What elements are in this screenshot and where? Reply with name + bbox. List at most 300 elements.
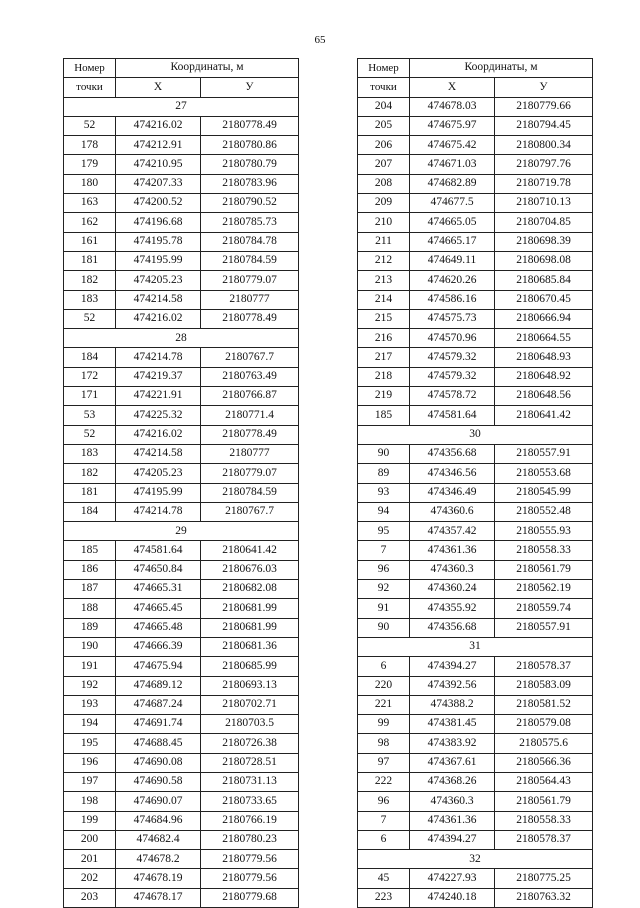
- x-coordinate-cell: 474665.05: [410, 213, 495, 232]
- table-row: [64, 367, 299, 386]
- table-row: [64, 599, 299, 618]
- y-coordinate-cell: 2180702.71: [201, 695, 299, 714]
- page-number: 65: [314, 34, 326, 46]
- x-coordinate-cell: 474392.56: [410, 676, 495, 695]
- x-coordinate-cell: 474196.68: [116, 213, 201, 232]
- point-number-cell: 194: [64, 715, 116, 734]
- x-coordinate-cell: 474684.96: [116, 811, 201, 830]
- y-coordinate-cell: 2180731.13: [201, 772, 299, 791]
- y-coordinate-cell: 2180552.48: [495, 502, 593, 521]
- y-coordinate-cell: 2180564.43: [495, 772, 593, 791]
- table-row: [358, 676, 593, 695]
- y-coordinate-cell: 2180777: [201, 290, 299, 309]
- table-row: [358, 136, 593, 155]
- point-number-cell: 179: [64, 155, 116, 174]
- table-row: [64, 580, 299, 599]
- point-number-cell: 6: [358, 657, 410, 676]
- group-number: 29: [64, 522, 299, 541]
- y-coordinate-cell: 2180719.78: [495, 174, 593, 193]
- y-coordinate-cell: 2180780.86: [201, 136, 299, 155]
- x-coordinate-cell: 474205.23: [116, 464, 201, 483]
- y-coordinate-cell: 2180766.87: [201, 387, 299, 406]
- x-coordinate-cell: 474678.2: [116, 850, 201, 869]
- header-coords-title: Координаты, м: [410, 59, 593, 78]
- x-coordinate-cell: 474688.45: [116, 734, 201, 753]
- x-coordinate-cell: 474361.36: [410, 541, 495, 560]
- y-coordinate-cell: 2180558.33: [495, 541, 593, 560]
- x-coordinate-cell: 474620.26: [410, 271, 495, 290]
- table-row: [358, 464, 593, 483]
- x-coordinate-cell: 474195.99: [116, 251, 201, 270]
- point-number-cell: 187: [64, 580, 116, 599]
- y-coordinate-cell: 2180581.52: [495, 695, 593, 714]
- table-row: [64, 483, 299, 502]
- point-number-cell: 197: [64, 772, 116, 791]
- y-coordinate-cell: 2180779.07: [201, 464, 299, 483]
- point-number-cell: 206: [358, 136, 410, 155]
- point-number-cell: 210: [358, 213, 410, 232]
- group-header-row: [358, 850, 593, 869]
- x-coordinate-cell: 474665.45: [116, 599, 201, 618]
- y-coordinate-cell: 2180557.91: [495, 444, 593, 463]
- table-row: [64, 174, 299, 193]
- x-coordinate-cell: 474687.24: [116, 695, 201, 714]
- y-coordinate-cell: 2180562.19: [495, 580, 593, 599]
- y-coordinate-cell: 2180681.99: [201, 599, 299, 618]
- y-coordinate-cell: 2180681.99: [201, 618, 299, 637]
- x-coordinate-cell: 474665.48: [116, 618, 201, 637]
- x-coordinate-cell: 474575.73: [410, 309, 495, 328]
- table-row: [64, 155, 299, 174]
- point-number-cell: 208: [358, 174, 410, 193]
- x-coordinate-cell: 474690.07: [116, 792, 201, 811]
- x-coordinate-cell: 474666.39: [116, 637, 201, 656]
- point-number-cell: 202: [64, 869, 116, 888]
- table-row: [64, 541, 299, 560]
- y-coordinate-cell: 2180579.08: [495, 715, 593, 734]
- point-number-cell: 182: [64, 271, 116, 290]
- point-number-cell: 163: [64, 194, 116, 213]
- coordinates-table-right: [357, 58, 593, 908]
- x-coordinate-cell: 474195.78: [116, 232, 201, 251]
- table-row: [358, 213, 593, 232]
- table-row: [64, 657, 299, 676]
- y-coordinate-cell: 2180780.23: [201, 830, 299, 849]
- point-number-cell: 207: [358, 155, 410, 174]
- table-row: [358, 387, 593, 406]
- point-number-cell: 52: [64, 116, 116, 135]
- y-coordinate-cell: 2180681.36: [201, 637, 299, 656]
- x-coordinate-cell: 474216.02: [116, 309, 201, 328]
- y-coordinate-cell: 2180778.49: [201, 116, 299, 135]
- point-number-cell: 178: [64, 136, 116, 155]
- x-coordinate-cell: 474214.58: [116, 290, 201, 309]
- table-row: [64, 425, 299, 444]
- x-coordinate-cell: 474356.68: [410, 444, 495, 463]
- table-row: [64, 290, 299, 309]
- point-number-cell: 162: [64, 213, 116, 232]
- table-row: [64, 869, 299, 888]
- header-coords-title: Координаты, м: [116, 59, 299, 78]
- x-coordinate-cell: 474579.32: [410, 348, 495, 367]
- table-row: [358, 830, 593, 849]
- x-coordinate-cell: 474675.94: [116, 657, 201, 676]
- point-number-cell: 96: [358, 560, 410, 579]
- group-header-row: [358, 425, 593, 444]
- point-number-cell: 161: [64, 232, 116, 251]
- x-coordinate-cell: 474200.52: [116, 194, 201, 213]
- point-number-cell: 99: [358, 715, 410, 734]
- table-row: [358, 251, 593, 270]
- x-coordinate-cell: 474388.2: [410, 695, 495, 714]
- point-number-cell: 7: [358, 811, 410, 830]
- y-coordinate-cell: 2180784.59: [201, 483, 299, 502]
- y-coordinate-cell: 2180704.85: [495, 213, 593, 232]
- x-coordinate-cell: 474356.68: [410, 618, 495, 637]
- x-coordinate-cell: 474665.17: [410, 232, 495, 251]
- point-number-cell: 184: [64, 502, 116, 521]
- table-row: [64, 676, 299, 695]
- point-number-cell: 222: [358, 772, 410, 791]
- point-number-cell: 97: [358, 753, 410, 772]
- point-number-cell: 171: [64, 387, 116, 406]
- point-number-cell: 45: [358, 869, 410, 888]
- y-coordinate-cell: 2180561.79: [495, 792, 593, 811]
- x-coordinate-cell: 474227.93: [410, 869, 495, 888]
- table-row: [64, 792, 299, 811]
- header-y: У: [495, 78, 593, 97]
- table-row: [64, 618, 299, 637]
- x-coordinate-cell: 474678.17: [116, 888, 201, 907]
- point-number-cell: 181: [64, 483, 116, 502]
- x-coordinate-cell: 474207.33: [116, 174, 201, 193]
- header-x: Х: [116, 78, 201, 97]
- y-coordinate-cell: 2180685.99: [201, 657, 299, 676]
- table-row: [358, 715, 593, 734]
- x-coordinate-cell: 474649.11: [410, 251, 495, 270]
- y-coordinate-cell: 2180670.45: [495, 290, 593, 309]
- y-coordinate-cell: 2180698.08: [495, 251, 593, 270]
- table-row: [64, 444, 299, 463]
- point-number-cell: 195: [64, 734, 116, 753]
- x-coordinate-cell: 474212.91: [116, 136, 201, 155]
- point-number-cell: 91: [358, 599, 410, 618]
- y-coordinate-cell: 2180710.13: [495, 194, 593, 213]
- y-coordinate-cell: 2180698.39: [495, 232, 593, 251]
- point-number-cell: 96: [358, 792, 410, 811]
- table-row: [358, 811, 593, 830]
- y-coordinate-cell: 2180777: [201, 444, 299, 463]
- x-coordinate-cell: 474214.78: [116, 348, 201, 367]
- coordinates-table-left: [63, 58, 299, 908]
- table-row: [358, 483, 593, 502]
- y-coordinate-cell: 2180778.49: [201, 309, 299, 328]
- x-coordinate-cell: 474214.78: [116, 502, 201, 521]
- point-number-cell: 181: [64, 251, 116, 270]
- y-coordinate-cell: 2180779.68: [201, 888, 299, 907]
- y-coordinate-cell: 2180641.42: [495, 406, 593, 425]
- x-coordinate-cell: 474394.27: [410, 830, 495, 849]
- point-number-cell: 190: [64, 637, 116, 656]
- table-row: [358, 657, 593, 676]
- y-coordinate-cell: 2180728.51: [201, 753, 299, 772]
- table-row: [358, 116, 593, 135]
- table-row: [358, 772, 593, 791]
- table-row: [358, 194, 593, 213]
- table-row: [358, 580, 593, 599]
- point-number-cell: 214: [358, 290, 410, 309]
- table-row: [64, 406, 299, 425]
- point-number-cell: 212: [358, 251, 410, 270]
- point-number-cell: 90: [358, 444, 410, 463]
- point-number-cell: 219: [358, 387, 410, 406]
- header-point-line1: Номер: [64, 59, 116, 78]
- x-coordinate-cell: 474346.56: [410, 464, 495, 483]
- table-row: [358, 97, 593, 116]
- x-coordinate-cell: 474394.27: [410, 657, 495, 676]
- y-coordinate-cell: 2180767.7: [201, 502, 299, 521]
- x-coordinate-cell: 474586.16: [410, 290, 495, 309]
- y-coordinate-cell: 2180583.09: [495, 676, 593, 695]
- y-coordinate-cell: 2180790.52: [201, 194, 299, 213]
- point-number-cell: 205: [358, 116, 410, 135]
- table-row: [358, 792, 593, 811]
- y-coordinate-cell: 2180703.5: [201, 715, 299, 734]
- group-header-row: [358, 637, 593, 656]
- x-coordinate-cell: 474383.92: [410, 734, 495, 753]
- point-number-cell: 6: [358, 830, 410, 849]
- point-number-cell: 211: [358, 232, 410, 251]
- table-row: [358, 502, 593, 521]
- y-coordinate-cell: 2180733.65: [201, 792, 299, 811]
- x-coordinate-cell: 474682.89: [410, 174, 495, 193]
- table-row: [64, 811, 299, 830]
- y-coordinate-cell: 2180726.38: [201, 734, 299, 753]
- x-coordinate-cell: 474360.24: [410, 580, 495, 599]
- point-number-cell: 182: [64, 464, 116, 483]
- group-number: 27: [64, 97, 299, 116]
- y-coordinate-cell: 2180794.45: [495, 116, 593, 135]
- point-number-cell: 53: [64, 406, 116, 425]
- x-coordinate-cell: 474677.5: [410, 194, 495, 213]
- x-coordinate-cell: 474368.26: [410, 772, 495, 791]
- x-coordinate-cell: 474195.99: [116, 483, 201, 502]
- table-row: [358, 232, 593, 251]
- table-row: [64, 464, 299, 483]
- group-header-row: [64, 97, 299, 116]
- x-coordinate-cell: 474214.58: [116, 444, 201, 463]
- table-row: [64, 348, 299, 367]
- x-coordinate-cell: 474357.42: [410, 522, 495, 541]
- point-number-cell: 185: [64, 541, 116, 560]
- y-coordinate-cell: 2180666.94: [495, 309, 593, 328]
- y-coordinate-cell: 2180545.99: [495, 483, 593, 502]
- table-row: [358, 734, 593, 753]
- table-row: [358, 309, 593, 328]
- point-number-cell: 199: [64, 811, 116, 830]
- point-number-cell: 191: [64, 657, 116, 676]
- x-coordinate-cell: 474682.4: [116, 830, 201, 849]
- y-coordinate-cell: 2180766.19: [201, 811, 299, 830]
- table-row: [358, 444, 593, 463]
- y-coordinate-cell: 2180797.76: [495, 155, 593, 174]
- table-row: [358, 329, 593, 348]
- group-number: 31: [358, 637, 593, 656]
- table-row: [64, 309, 299, 328]
- table-row: [64, 251, 299, 270]
- point-number-cell: 185: [358, 406, 410, 425]
- group-number: 28: [64, 329, 299, 348]
- x-coordinate-cell: 474346.49: [410, 483, 495, 502]
- x-coordinate-cell: 474240.18: [410, 888, 495, 907]
- point-number-cell: 188: [64, 599, 116, 618]
- y-coordinate-cell: 2180559.74: [495, 599, 593, 618]
- y-coordinate-cell: 2180780.79: [201, 155, 299, 174]
- point-number-cell: 215: [358, 309, 410, 328]
- point-number-cell: 198: [64, 792, 116, 811]
- x-coordinate-cell: 474219.37: [116, 367, 201, 386]
- y-coordinate-cell: 2180763.32: [495, 888, 593, 907]
- x-coordinate-cell: 474691.74: [116, 715, 201, 734]
- x-coordinate-cell: 474216.02: [116, 116, 201, 135]
- point-number-cell: 192: [64, 676, 116, 695]
- point-number-cell: 213: [358, 271, 410, 290]
- y-coordinate-cell: 2180779.07: [201, 271, 299, 290]
- x-coordinate-cell: 474678.19: [116, 869, 201, 888]
- table-row: [64, 734, 299, 753]
- y-coordinate-cell: 2180693.13: [201, 676, 299, 695]
- y-coordinate-cell: 2180783.96: [201, 174, 299, 193]
- table-row: [64, 753, 299, 772]
- y-coordinate-cell: 2180771.4: [201, 406, 299, 425]
- point-number-cell: 193: [64, 695, 116, 714]
- x-coordinate-cell: 474675.42: [410, 136, 495, 155]
- point-number-cell: 92: [358, 580, 410, 599]
- table-row: [64, 387, 299, 406]
- x-coordinate-cell: 474578.72: [410, 387, 495, 406]
- x-coordinate-cell: 474665.31: [116, 580, 201, 599]
- y-coordinate-cell: 2180779.56: [201, 850, 299, 869]
- point-number-cell: 184: [64, 348, 116, 367]
- header-point-line2: точки: [64, 78, 116, 97]
- table-row: [358, 348, 593, 367]
- x-coordinate-cell: 474675.97: [410, 116, 495, 135]
- point-number-cell: 200: [64, 830, 116, 849]
- header-y: У: [201, 78, 299, 97]
- x-coordinate-cell: 474689.12: [116, 676, 201, 695]
- table-row: [358, 599, 593, 618]
- table-row: [64, 830, 299, 849]
- y-coordinate-cell: 2180682.08: [201, 580, 299, 599]
- y-coordinate-cell: 2180784.59: [201, 251, 299, 270]
- x-coordinate-cell: 474360.6: [410, 502, 495, 521]
- point-number-cell: 204: [358, 97, 410, 116]
- y-coordinate-cell: 2180578.37: [495, 657, 593, 676]
- y-coordinate-cell: 2180641.42: [201, 541, 299, 560]
- x-coordinate-cell: 474216.02: [116, 425, 201, 444]
- point-number-cell: 183: [64, 444, 116, 463]
- x-coordinate-cell: 474678.03: [410, 97, 495, 116]
- group-number: 32: [358, 850, 593, 869]
- table-row: [64, 232, 299, 251]
- x-coordinate-cell: 474381.45: [410, 715, 495, 734]
- point-number-cell: 94: [358, 502, 410, 521]
- table-row: [64, 850, 299, 869]
- table-row: [358, 155, 593, 174]
- y-coordinate-cell: 2180648.56: [495, 387, 593, 406]
- table-row: [358, 869, 593, 888]
- table-row: [358, 618, 593, 637]
- y-coordinate-cell: 2180676.03: [201, 560, 299, 579]
- point-number-cell: 95: [358, 522, 410, 541]
- x-coordinate-cell: 474205.23: [116, 271, 201, 290]
- y-coordinate-cell: 2180784.78: [201, 232, 299, 251]
- y-coordinate-cell: 2180778.49: [201, 425, 299, 444]
- point-number-cell: 183: [64, 290, 116, 309]
- point-number-cell: 223: [358, 888, 410, 907]
- point-number-cell: 172: [64, 367, 116, 386]
- y-coordinate-cell: 2180575.6: [495, 734, 593, 753]
- point-number-cell: 180: [64, 174, 116, 193]
- x-coordinate-cell: 474210.95: [116, 155, 201, 174]
- point-number-cell: 52: [64, 309, 116, 328]
- y-coordinate-cell: 2180566.36: [495, 753, 593, 772]
- point-number-cell: 98: [358, 734, 410, 753]
- x-coordinate-cell: 474367.61: [410, 753, 495, 772]
- table-row: [358, 541, 593, 560]
- x-coordinate-cell: 474360.3: [410, 792, 495, 811]
- point-number-cell: 196: [64, 753, 116, 772]
- y-coordinate-cell: 2180557.91: [495, 618, 593, 637]
- x-coordinate-cell: 474671.03: [410, 155, 495, 174]
- y-coordinate-cell: 2180785.73: [201, 213, 299, 232]
- x-coordinate-cell: 474225.32: [116, 406, 201, 425]
- y-coordinate-cell: 2180558.33: [495, 811, 593, 830]
- y-coordinate-cell: 2180664.55: [495, 329, 593, 348]
- table-row: [64, 560, 299, 579]
- table-row: [64, 271, 299, 290]
- point-number-cell: 186: [64, 560, 116, 579]
- point-number-cell: 217: [358, 348, 410, 367]
- y-coordinate-cell: 2180578.37: [495, 830, 593, 849]
- point-number-cell: 203: [64, 888, 116, 907]
- y-coordinate-cell: 2180555.93: [495, 522, 593, 541]
- table-row: [358, 174, 593, 193]
- point-number-cell: 7: [358, 541, 410, 560]
- x-coordinate-cell: 474355.92: [410, 599, 495, 618]
- y-coordinate-cell: 2180648.92: [495, 367, 593, 386]
- point-number-cell: 221: [358, 695, 410, 714]
- point-number-cell: 201: [64, 850, 116, 869]
- group-header-row: [64, 522, 299, 541]
- y-coordinate-cell: 2180779.56: [201, 869, 299, 888]
- point-number-cell: 89: [358, 464, 410, 483]
- y-coordinate-cell: 2180767.7: [201, 348, 299, 367]
- group-number: 30: [358, 425, 593, 444]
- x-coordinate-cell: 474361.36: [410, 811, 495, 830]
- point-number-cell: 209: [358, 194, 410, 213]
- x-coordinate-cell: 474570.96: [410, 329, 495, 348]
- header-point-line1: Номер: [358, 59, 410, 78]
- table-row: [358, 753, 593, 772]
- point-number-cell: 220: [358, 676, 410, 695]
- table-row: [358, 367, 593, 386]
- y-coordinate-cell: 2180779.66: [495, 97, 593, 116]
- y-coordinate-cell: 2180685.84: [495, 271, 593, 290]
- table-row: [64, 194, 299, 213]
- header-point-line2: точки: [358, 78, 410, 97]
- y-coordinate-cell: 2180648.93: [495, 348, 593, 367]
